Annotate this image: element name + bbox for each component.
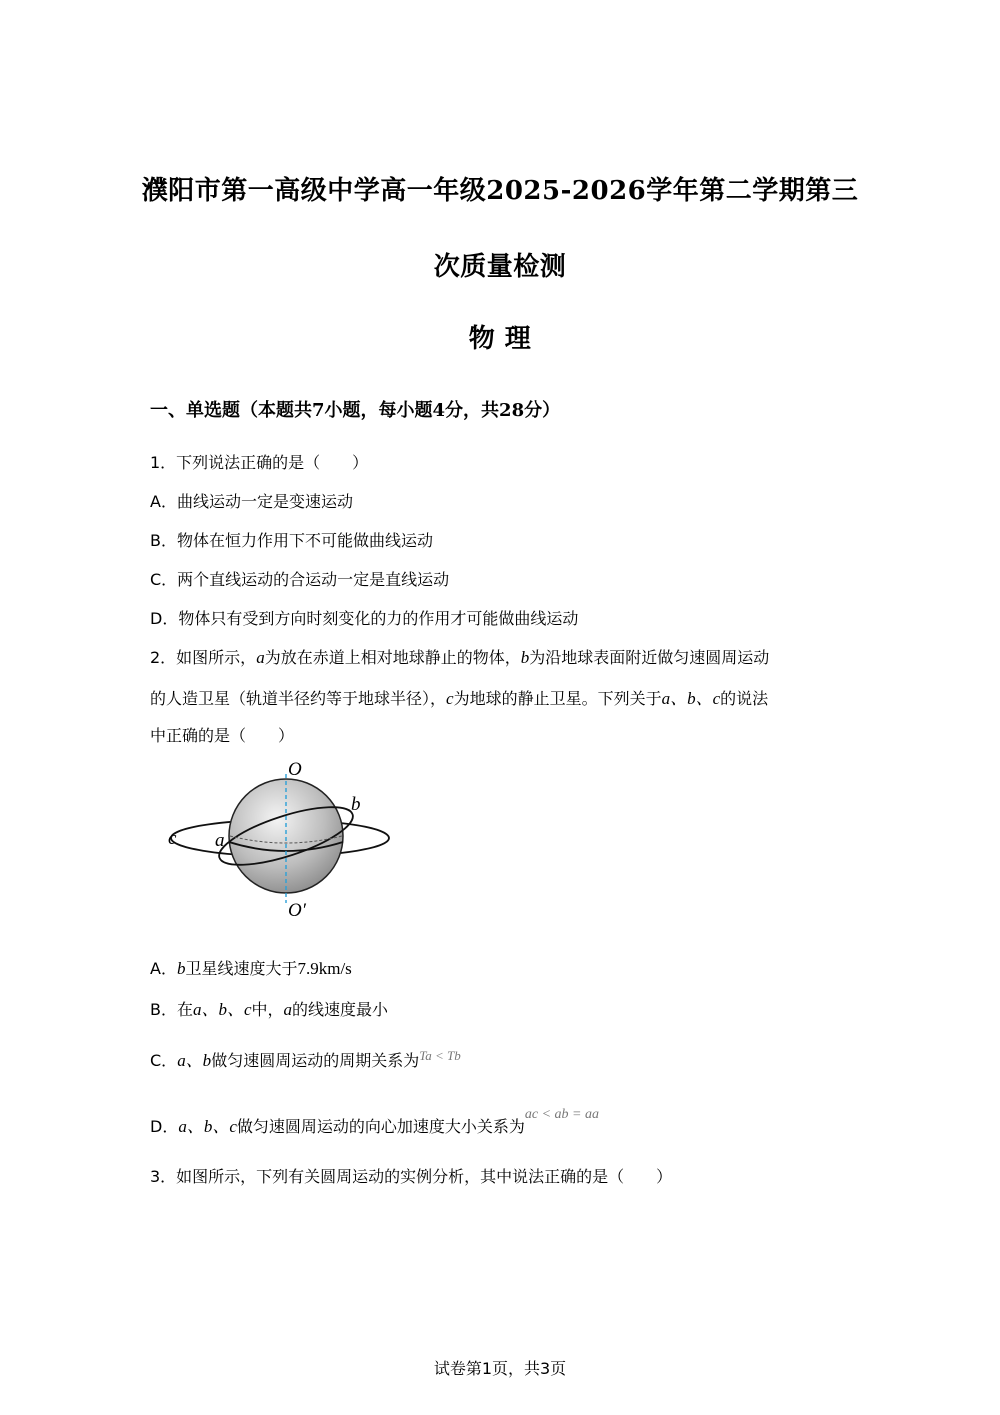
label-O-prime: O′ [288,900,306,921]
section-heading: 一、单选题（本题共7小题，每小题4分，共28分） [150,400,561,421]
q1-option-a: A．曲线运动一定是变速运动 [150,492,353,511]
q2-option-c: C．a、b做匀速圆周运动的周期关系为$^{Ta < Tb}$ [150,1048,461,1070]
q2-option-a: A．b卫星线速度大于7.9km/s [150,959,352,978]
subject-title: 物 理 [468,324,532,354]
q2-stem-line2: 的人造卫星（轨道半径约等于地球半径），c为地球的静止卫星。下列关于a、b、c的说法 [150,689,769,708]
exam-title-line1: 濮阳市第一高级中学高一年级2025-2026学年第二学期第三 [141,176,859,206]
q1-option-c: C．两个直线运动的合运动一定是直线运动 [150,570,450,589]
period-formula: Ta < Tb [419,1048,461,1063]
q2-stem-line3: 中正确的是（ ） [150,726,295,745]
q1-stem: 1．下列说法正确的是（ ） [150,453,369,472]
label-O: O [288,759,302,780]
label-b: b [351,794,361,815]
q1-option-b: B．物体在恒力作用下不可能做曲线运动 [150,531,433,550]
label-a: a [215,830,225,851]
page-footer: 试卷第1页，共3页 [433,1359,567,1378]
q2-option-d: D．a、b、c做匀速圆周运动的向心加速度大小关系为ac < ab = aa [150,1107,599,1136]
earth-orbit-figure [160,758,400,927]
acceleration-formula: ac < ab = aa [524,1107,599,1122]
q3-stem: 3．如图所示，下列有关圆周运动的实例分析，其中说法正确的是（ ） [150,1167,673,1186]
q2-option-b: B．在a、b、c中，a的线速度最小 [150,1000,389,1019]
label-c: c [168,828,177,849]
exam-title-line2: 次质量检测 [433,252,567,282]
q1-option-d: D．物体只有受到方向时刻变化的力的作用才可能做曲线运动 [150,609,579,628]
q2-stem-line1: 2．如图所示，a为放在赤道上相对地球静止的物体，b为沿地球表面附近做匀速圆周运动 [150,648,770,667]
earth-orbit-diagram [160,758,400,923]
